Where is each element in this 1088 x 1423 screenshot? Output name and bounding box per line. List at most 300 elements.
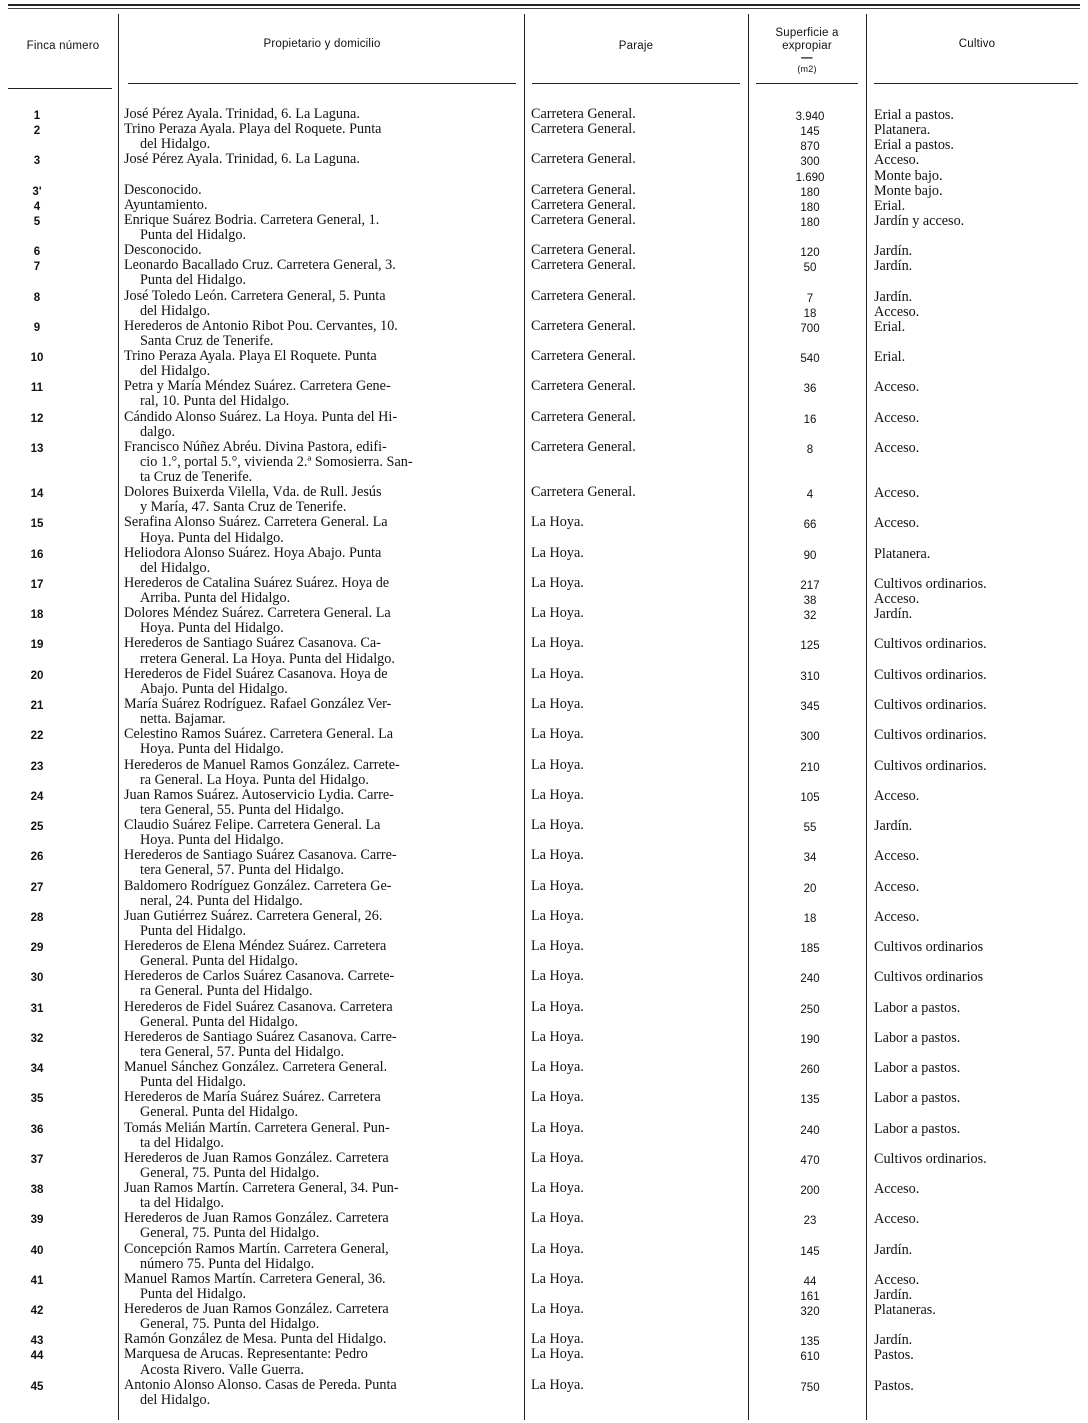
superficie bbox=[760, 639, 860, 654]
cultivo bbox=[874, 1379, 1074, 1394]
superficie bbox=[760, 1154, 860, 1169]
owner-line: y María, 47. Santa Cruz de Tenerife. bbox=[140, 499, 347, 516]
superficie bbox=[760, 1350, 860, 1365]
cultivo bbox=[874, 759, 1074, 774]
area-value: 180 bbox=[800, 186, 820, 199]
area-value: 260 bbox=[800, 1064, 820, 1077]
owner-address bbox=[124, 1151, 518, 1181]
owner-line: General, 75. Punta del Hidalgo. bbox=[140, 1225, 320, 1242]
owner-line: del Hidalgo. bbox=[140, 302, 211, 319]
column-divider bbox=[118, 14, 119, 1420]
finca-number: 41 bbox=[30, 1274, 44, 1287]
crop-value: Labor a pastos. bbox=[874, 1060, 961, 1077]
header-finca: Finca número bbox=[26, 40, 100, 52]
finca-number: 12 bbox=[30, 412, 44, 425]
superficie bbox=[760, 851, 860, 866]
finca-number: 31 bbox=[30, 1002, 44, 1015]
crop-value: Acceso. bbox=[874, 515, 920, 532]
superficie bbox=[760, 1335, 860, 1350]
owner-line: Desconocido. bbox=[124, 242, 202, 259]
owner-line: General, 75. Punta del Hidalgo. bbox=[140, 1316, 320, 1333]
cultivo bbox=[874, 577, 1074, 607]
paraje: La Hoya. bbox=[531, 786, 584, 803]
paraje: La Hoya. bbox=[531, 938, 584, 955]
paraje: La Hoya. bbox=[531, 1059, 584, 1076]
header-rule bbox=[532, 83, 740, 84]
owner-address bbox=[124, 697, 518, 727]
owner-line: número 75. Punta del Hidalgo. bbox=[140, 1255, 315, 1272]
owner-line: José Toledo León. Carretera General, 5. Punta bbox=[124, 287, 386, 304]
cultivo bbox=[874, 184, 1074, 199]
paraje: La Hoya. bbox=[531, 695, 584, 712]
owner-address bbox=[124, 319, 518, 349]
paraje: Carretera General. bbox=[531, 242, 636, 259]
owner-line: del Hidalgo. bbox=[140, 363, 211, 380]
finca-number: 3 bbox=[33, 155, 41, 168]
finca-number: 25 bbox=[30, 821, 44, 833]
crop-value: Jardín. bbox=[874, 1286, 913, 1303]
cultivo bbox=[874, 214, 1074, 229]
paraje: La Hoya. bbox=[531, 1376, 584, 1393]
finca-number: 26 bbox=[30, 851, 44, 864]
cultivo bbox=[874, 728, 1074, 743]
area-value: 32 bbox=[803, 610, 817, 623]
superficie bbox=[760, 700, 860, 715]
superficie bbox=[760, 518, 860, 533]
paraje: La Hoya. bbox=[531, 1346, 584, 1363]
area-value: 8 bbox=[806, 443, 814, 456]
owner-address bbox=[124, 758, 518, 788]
owner-line: Ramón González de Mesa. Punta del Hidalgo. bbox=[124, 1331, 387, 1348]
paraje: La Hoya. bbox=[531, 756, 584, 773]
area-value: 250 bbox=[800, 1003, 820, 1016]
crop-value: Jardín. bbox=[874, 288, 913, 305]
cultivo bbox=[874, 380, 1074, 395]
superficie bbox=[760, 413, 860, 428]
cultivo bbox=[874, 320, 1074, 335]
owner-address bbox=[124, 1332, 518, 1347]
superficie bbox=[760, 201, 860, 216]
owner-line: Punta del Hidalgo. bbox=[140, 272, 246, 289]
owner-line: Manuel Sánchez González. Carretera General. bbox=[124, 1059, 388, 1076]
owner-address bbox=[124, 667, 518, 697]
paraje: Carretera General. bbox=[531, 151, 636, 168]
column-divider bbox=[866, 14, 867, 1420]
paraje: La Hoya. bbox=[531, 514, 584, 531]
owner-line: General. Punta del Hidalgo. bbox=[140, 1013, 298, 1030]
superficie bbox=[760, 1093, 860, 1108]
paraje: La Hoya. bbox=[531, 1119, 584, 1136]
area-value: 44 bbox=[803, 1275, 817, 1288]
paraje: Carretera General. bbox=[531, 408, 636, 425]
cultivo bbox=[874, 1212, 1074, 1227]
finca-number: 16 bbox=[30, 548, 44, 561]
owner-line: ra General. La Hoya. Punta del Hidalgo. bbox=[140, 771, 369, 788]
owner-address bbox=[124, 939, 518, 969]
cultivo bbox=[874, 123, 1074, 153]
crop-value: Acceso. bbox=[874, 303, 920, 320]
crop-value: Acceso. bbox=[874, 379, 920, 396]
owner-line: Enrique Suárez Bodria. Carretera General, 1. bbox=[124, 211, 380, 228]
finca-number: 30 bbox=[30, 972, 44, 985]
superficie bbox=[760, 155, 860, 185]
cultivo bbox=[874, 1122, 1074, 1137]
owner-line: rretera General. La Hoya. Punta del Hidalgo. bbox=[140, 650, 395, 667]
finca-number: 10 bbox=[30, 352, 44, 365]
paraje: La Hoya. bbox=[531, 968, 584, 985]
owner-line: Herederos de Fidel Suárez Casanova. Hoya de bbox=[124, 665, 388, 682]
finca-number: 24 bbox=[30, 790, 44, 803]
owner-line: Hoya. Punta del Hidalgo. bbox=[140, 832, 284, 849]
crop-value: Jardín. bbox=[874, 606, 913, 623]
crop-value: Acceso. bbox=[874, 591, 920, 608]
header-superficie-dash: — bbox=[801, 52, 813, 64]
crop-value: Jardín. bbox=[874, 243, 913, 260]
finca-number: 34 bbox=[30, 1063, 44, 1076]
crop-value: Cultivos ordinarios. bbox=[874, 666, 987, 683]
cultivo bbox=[874, 259, 1074, 274]
owner-line: Hoya. Punta del Hidalgo. bbox=[140, 620, 284, 637]
cultivo bbox=[874, 153, 1074, 183]
crop-value: Erial. bbox=[874, 318, 906, 335]
cultivo bbox=[874, 516, 1074, 531]
owner-line: Herederos de Fidel Suárez Casanova. Carretera bbox=[124, 998, 393, 1015]
cultivo bbox=[874, 411, 1074, 426]
superficie bbox=[760, 443, 860, 458]
owner-address bbox=[124, 1181, 518, 1211]
owner-line: General. Punta del Hidalgo. bbox=[140, 1104, 298, 1121]
paraje: La Hoya. bbox=[531, 817, 584, 833]
superficie bbox=[760, 1124, 860, 1139]
superficie bbox=[760, 1381, 860, 1396]
crop-value: Monte bajo. bbox=[874, 182, 943, 199]
crop-value: Cultivos ordinarios bbox=[874, 969, 984, 986]
owner-address bbox=[124, 152, 518, 167]
owner-line: Abajo. Punta del Hidalgo. bbox=[140, 680, 288, 697]
paraje: La Hoya. bbox=[531, 998, 584, 1015]
crop-value: Acceso. bbox=[874, 152, 920, 169]
area-value: 610 bbox=[800, 1351, 820, 1364]
owner-line: netta. Bajamar. bbox=[140, 711, 226, 728]
owner-line: Juan Gutiérrez Suárez. Carretera General, 26. bbox=[124, 907, 383, 924]
paraje: Carretera General. bbox=[531, 181, 636, 198]
paraje: La Hoya. bbox=[531, 1149, 584, 1166]
area-value: 105 bbox=[800, 791, 820, 804]
cultivo bbox=[874, 199, 1074, 214]
finca-number: 28 bbox=[30, 911, 44, 924]
owner-address bbox=[124, 1090, 518, 1120]
owner-line: Dolores Méndez Suárez. Carretera General. La bbox=[124, 605, 391, 622]
paraje: Carretera General. bbox=[531, 211, 636, 228]
owner-address bbox=[124, 1121, 518, 1151]
area-value: 18 bbox=[803, 912, 817, 925]
owner-line: Trino Peraza Ayala. Playa El Roquete. Punta bbox=[124, 348, 377, 365]
owner-line: del Hidalgo. bbox=[140, 559, 211, 576]
area-value: 20 bbox=[803, 882, 817, 895]
owner-line: Herederos de Juan Ramos González. Carretera bbox=[124, 1210, 389, 1227]
superficie bbox=[760, 821, 860, 836]
crop-value: Erial. bbox=[874, 349, 906, 366]
cultivo bbox=[874, 910, 1074, 925]
owner-address bbox=[124, 410, 518, 440]
superficie bbox=[760, 382, 860, 397]
area-value: 345 bbox=[800, 700, 820, 713]
owner-address bbox=[124, 879, 518, 909]
superficie bbox=[760, 1063, 860, 1078]
finca-number: 9 bbox=[33, 321, 41, 334]
cultivo bbox=[874, 1243, 1074, 1258]
cultivo bbox=[874, 1348, 1074, 1363]
crop-value: Platanera. bbox=[874, 122, 931, 139]
paraje: Carretera General. bbox=[531, 484, 636, 501]
cultivo bbox=[874, 668, 1074, 683]
owner-address bbox=[124, 969, 518, 999]
finca-number: 45 bbox=[30, 1380, 44, 1393]
owner-address bbox=[124, 546, 518, 576]
cultivo bbox=[874, 1091, 1074, 1106]
owner-line: Juan Ramos Suárez. Autoservicio Lydia. Carre- bbox=[124, 786, 394, 803]
cultivo bbox=[874, 244, 1074, 259]
area-value: 190 bbox=[800, 1033, 820, 1046]
crop-value: Jardín. bbox=[874, 818, 913, 834]
paraje: La Hoya. bbox=[531, 544, 584, 561]
finca-number: 2 bbox=[33, 125, 41, 138]
owner-address bbox=[124, 576, 518, 606]
owner-line: Celestino Ramos Suárez. Carretera General. La bbox=[124, 726, 394, 743]
owner-address bbox=[124, 1302, 518, 1332]
owner-address bbox=[124, 1378, 518, 1408]
cultivo bbox=[874, 607, 1074, 622]
owner-line: Herederos de Manuel Ramos González. Carrete- bbox=[124, 756, 400, 773]
header-rule bbox=[8, 88, 112, 89]
crop-value: Acceso. bbox=[874, 485, 920, 502]
cultivo bbox=[874, 819, 1074, 834]
owner-address bbox=[124, 440, 518, 485]
area-value: 870 bbox=[800, 141, 820, 154]
owner-line: Juan Ramos Martín. Carretera General, 34. Pun- bbox=[124, 1180, 399, 1197]
crop-value: Erial a pastos. bbox=[874, 107, 954, 123]
crop-value: Acceso. bbox=[874, 908, 920, 925]
cultivo bbox=[874, 1031, 1074, 1046]
owner-address bbox=[124, 107, 518, 122]
finca-number: 22 bbox=[30, 730, 44, 743]
paraje: La Hoya. bbox=[531, 1210, 584, 1227]
cultivo bbox=[874, 970, 1074, 985]
owner-address bbox=[124, 1211, 518, 1241]
finca-number: 44 bbox=[30, 1350, 44, 1363]
area-value: 7 bbox=[806, 292, 814, 305]
crop-value: Acceso. bbox=[874, 878, 920, 895]
finca-number: 36 bbox=[30, 1123, 44, 1136]
finca-number: 21 bbox=[30, 699, 44, 712]
area-value: 320 bbox=[800, 1306, 820, 1319]
area-value: 750 bbox=[800, 1381, 820, 1394]
cultivo bbox=[874, 1061, 1074, 1076]
crop-value: Erial. bbox=[874, 197, 906, 214]
owner-address bbox=[124, 1030, 518, 1060]
owner-address bbox=[124, 1000, 518, 1030]
owner-address bbox=[124, 1242, 518, 1272]
owner-line: Baldomero Rodríguez González. Carretera Ge- bbox=[124, 877, 392, 894]
paraje: La Hoya. bbox=[531, 877, 584, 894]
owner-line: Petra y María Méndez Suárez. Carretera Gene- bbox=[124, 378, 391, 395]
header-propietario: Propietario y domicilio bbox=[263, 38, 381, 50]
owner-line: Claudio Suárez Felipe. Carretera General. La bbox=[124, 817, 381, 833]
owner-line: Herederos de María Suárez Suárez. Carretera bbox=[124, 1089, 381, 1106]
owner-address bbox=[124, 289, 518, 319]
area-value: 540 bbox=[800, 353, 820, 366]
cultivo bbox=[874, 1273, 1074, 1303]
owner-line: Dolores Buixerda Vilella, Vda. de Rull. Jesús bbox=[124, 484, 382, 501]
cultivo bbox=[874, 1303, 1074, 1318]
area-value: 185 bbox=[800, 943, 820, 956]
superficie bbox=[760, 125, 860, 155]
paraje: Carretera General. bbox=[531, 378, 636, 395]
owner-line: dalgo. bbox=[140, 423, 176, 440]
owner-line: Desconocido. bbox=[124, 181, 202, 198]
area-value: 700 bbox=[800, 322, 820, 335]
superficie bbox=[760, 549, 860, 564]
area-value: 1.690 bbox=[795, 171, 825, 184]
cultivo bbox=[874, 1001, 1074, 1016]
owner-address bbox=[124, 636, 518, 666]
owner-line: Herederos de Juan Ramos González. Carretera bbox=[124, 1301, 389, 1318]
paraje: La Hoya. bbox=[531, 635, 584, 652]
superficie bbox=[760, 292, 860, 322]
area-value: 210 bbox=[800, 761, 820, 774]
owner-line: Herederos de Elena Méndez Suárez. Carretera bbox=[124, 938, 387, 955]
finca-number: 27 bbox=[30, 881, 44, 894]
header-superficie-unit: (m2) bbox=[797, 64, 817, 74]
crop-value: Jardín. bbox=[874, 1241, 913, 1258]
owner-line: José Pérez Ayala. Trinidad, 6. La Laguna. bbox=[124, 106, 360, 122]
owner-line: Acosta Rivero. Valle Guerra. bbox=[140, 1361, 305, 1378]
finca-number: 35 bbox=[30, 1093, 44, 1106]
owner-address bbox=[124, 485, 518, 515]
area-value: 66 bbox=[803, 519, 817, 532]
owner-line: General. Punta del Hidalgo. bbox=[140, 953, 298, 970]
owner-line: Herederos de Carlos Suárez Casanova. Carrete- bbox=[124, 968, 395, 985]
area-value: 120 bbox=[800, 247, 820, 260]
finca-number: 13 bbox=[30, 442, 44, 455]
superficie bbox=[760, 730, 860, 745]
paraje: Carretera General. bbox=[531, 257, 636, 274]
owner-line: María Suárez Rodríguez. Rafael González Ver- bbox=[124, 695, 392, 712]
finca-number: 6 bbox=[33, 246, 41, 259]
owner-line: Herederos de Santiago Suárez Casanova. Carre- bbox=[124, 847, 397, 864]
owner-line: cio 1.°, portal 5.°, vivienda 2.ª Somosierra. San- bbox=[140, 453, 413, 470]
owner-line: Hoya. Punta del Hidalgo. bbox=[140, 741, 284, 758]
crop-value: Jardín. bbox=[874, 258, 913, 275]
paraje: La Hoya. bbox=[531, 907, 584, 924]
paraje: La Hoya. bbox=[531, 574, 584, 591]
superficie bbox=[760, 791, 860, 806]
area-value: 3.940 bbox=[795, 111, 825, 123]
owner-address bbox=[124, 1272, 518, 1302]
header-paraje: Paraje bbox=[618, 40, 654, 52]
crop-value: Labor a pastos. bbox=[874, 1029, 961, 1046]
paraje: La Hoya. bbox=[531, 726, 584, 743]
area-value: 240 bbox=[800, 1124, 820, 1137]
owner-address bbox=[124, 122, 518, 152]
finca-number: 19 bbox=[30, 639, 44, 652]
owner-line: Punta del Hidalgo. bbox=[140, 1074, 246, 1091]
superficie bbox=[760, 942, 860, 957]
owner-line: Manuel Ramos Martín. Carretera General, 36. bbox=[124, 1270, 386, 1287]
cultivo bbox=[874, 940, 1074, 955]
cultivo bbox=[874, 880, 1074, 895]
area-value: 180 bbox=[800, 201, 820, 214]
superficie bbox=[760, 670, 860, 685]
owner-line: ra General. Punta del Hidalgo. bbox=[140, 983, 313, 1000]
finca-number: 20 bbox=[30, 669, 44, 682]
owner-line: ta Cruz de Tenerife. bbox=[140, 469, 253, 486]
area-value: 90 bbox=[803, 549, 817, 562]
crop-value: Acceso. bbox=[874, 1181, 920, 1198]
finca-number: 40 bbox=[30, 1244, 44, 1257]
area-value: 310 bbox=[800, 670, 820, 683]
owner-address bbox=[124, 243, 518, 258]
paraje: Carretera General. bbox=[531, 106, 636, 122]
area-value: 200 bbox=[800, 1185, 820, 1198]
owner-line: tera General, 55. Punta del Hidalgo. bbox=[140, 801, 345, 818]
superficie bbox=[760, 246, 860, 261]
crop-value: Acceso. bbox=[874, 848, 920, 865]
cultivo bbox=[874, 1333, 1074, 1348]
superficie bbox=[760, 609, 860, 624]
finca-number: 29 bbox=[30, 942, 44, 955]
superficie bbox=[760, 322, 860, 337]
cultivo bbox=[874, 637, 1074, 652]
owner-address bbox=[124, 183, 518, 198]
owner-address bbox=[124, 818, 518, 848]
owner-line: Hoya. Punta del Hidalgo. bbox=[140, 529, 284, 546]
superficie bbox=[760, 972, 860, 987]
paraje: La Hoya. bbox=[531, 605, 584, 622]
area-value: 23 bbox=[803, 1215, 817, 1228]
owner-address bbox=[124, 909, 518, 939]
crop-value: Cultivos ordinarios bbox=[874, 939, 984, 956]
owner-line: Punta del Hidalgo. bbox=[140, 1285, 246, 1302]
superficie bbox=[760, 110, 860, 125]
owner-line: ral, 10. Punta del Hidalgo. bbox=[140, 393, 290, 410]
paraje: La Hoya. bbox=[531, 1028, 584, 1045]
owner-line: Francisco Núñez Abréu. Divina Pastora, edifi- bbox=[124, 438, 387, 455]
header-superficie bbox=[752, 27, 862, 76]
finca-number: 39 bbox=[30, 1214, 44, 1227]
superficie bbox=[760, 1003, 860, 1018]
superficie bbox=[760, 352, 860, 367]
area-value: 135 bbox=[800, 1336, 820, 1349]
cultivo bbox=[874, 441, 1074, 456]
finca-number: 1 bbox=[33, 110, 41, 122]
owner-line: Herederos de Antonio Ribot Pou. Cervantes, 10. bbox=[124, 317, 398, 334]
owner-address bbox=[124, 788, 518, 818]
superficie bbox=[760, 1305, 860, 1320]
owner-line: ta del Hidalgo. bbox=[140, 1134, 224, 1151]
crop-value: Pastos. bbox=[874, 1347, 914, 1364]
superficie bbox=[760, 1214, 860, 1229]
paraje: La Hoya. bbox=[531, 1240, 584, 1257]
paraje: La Hoya. bbox=[531, 1270, 584, 1287]
owner-line: ta del Hidalgo. bbox=[140, 1195, 224, 1212]
owner-line: neral, 24. Punta del Hidalgo. bbox=[140, 892, 303, 909]
cultivo bbox=[874, 1182, 1074, 1197]
owner-line: Herederos de Santiago Suárez Casanova. Ca- bbox=[124, 635, 381, 652]
area-value: 55 bbox=[803, 822, 817, 834]
column-divider bbox=[748, 14, 749, 1420]
area-value: 145 bbox=[800, 126, 820, 139]
